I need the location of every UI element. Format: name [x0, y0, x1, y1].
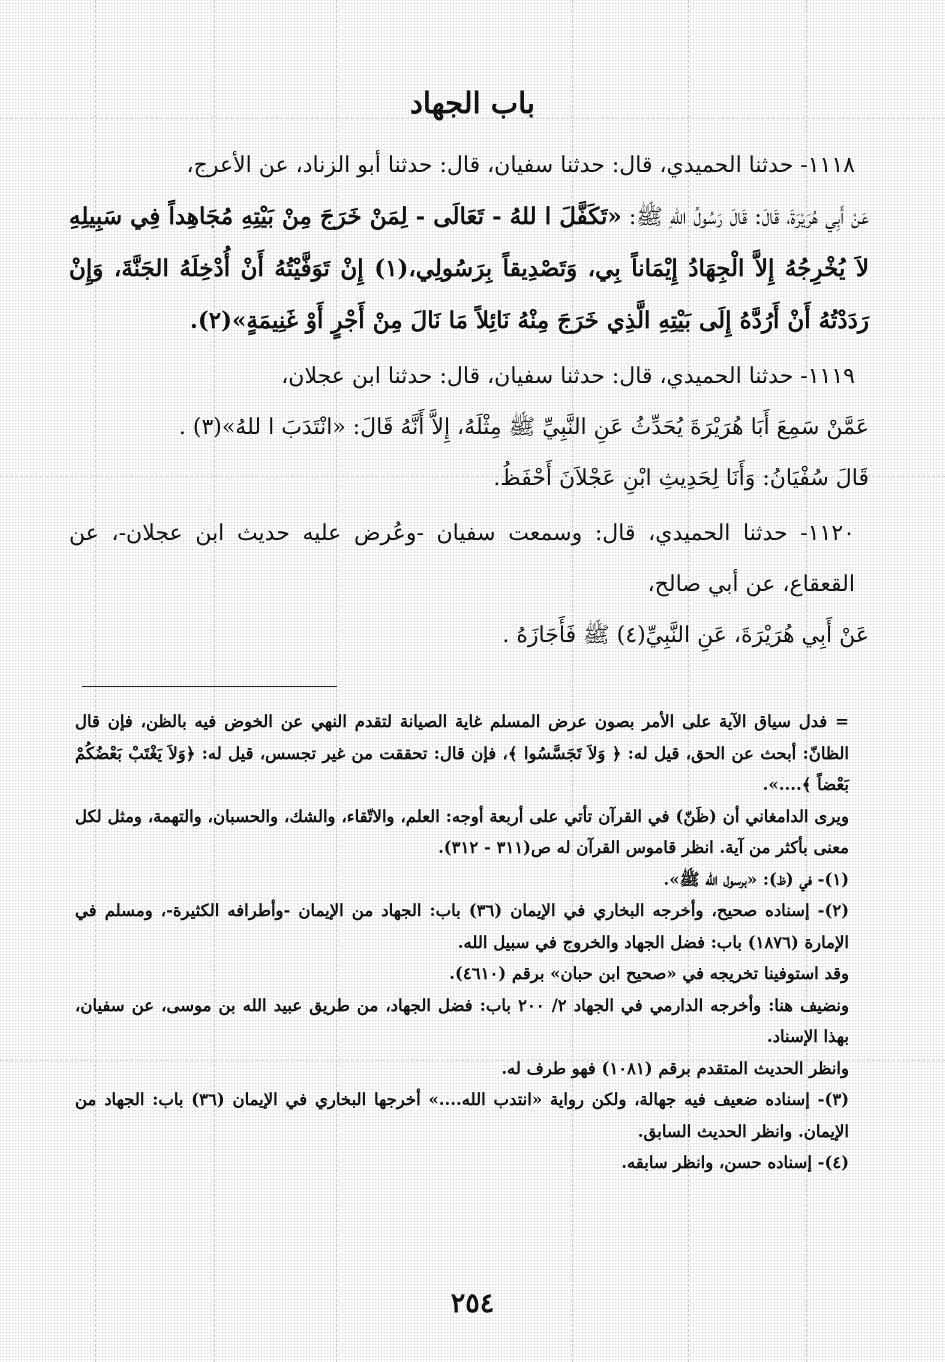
footnote-divider — [82, 686, 337, 687]
hadith-1118-text: «تَكَفَّلَ ا للهُ - تَعَالَى - لِمَنْ خَرَجَ مِنْ بَيْتِهِ مُجَاهِداً فِي سَبِيلِهِ لاَ يُخْرِجُهُ إِلاَّ الْجِهَادُ إِيْمَاناً بِي، وَتَصْدِيقاً بِرَسُولِي،(١) إِنْ تَوَفَّيْتُهُ أَنْ أُدْخِلَهُ الجَنَّةَ، وَإِنْ رَدَدْتُهُ أَنْ أَرُدَّهُ إِلَى بَيْتِهِ الَّذِي خَرَجَ مِنْهُ نَائِلاً مَا نَالَ مِنْ أَجْرٍ أَوْ غَنِيمَةٍ»(٢). — [69, 203, 869, 334]
hadith-1119-isnad: ١١١٩- حدثنا الحميدي، قال: حدثنا سفيان، قال: حدثنا ابن عجلان، — [281, 364, 855, 389]
footnote-2-sahih-ibn-hibban: وقد استوفينا تخريجه في «صحيح ابن حبان» برقم (٤٦١٠). — [449, 964, 849, 983]
footnote-1: (١)- في (ظ): «برسول الله ﷺ». — [663, 869, 849, 889]
hadith-1120-isnad: ١١٢٠- حدثنا الحميدي، قال: وسمعت سفيان -وعُرض عليه حديث ابن عجلان-، عن القعقاع، عن أبي صالح، — [69, 521, 855, 597]
footnote-2: (٢)- إسناده صحيح، وأخرجه البخاري في الإيمان (٣٦) باب: الجهاد من الإيمان -وأطرافه الكثيرة-، ومسلم في الإمارة (١٨٧٦) باب: فضل الجهاد والخروج في سبيل الله. — [75, 901, 849, 952]
hadith-1119-sufyan: قَالَ سُفْيَانُ: وَأَنَا لِحَدِيثِ ابْنِ عَجْلاَنَ أَحْفَظُ. — [493, 466, 869, 491]
footnote-3: (٣)- إسناده ضعيف فيه جهالة، ولكن رواية «انتدب الله....» أخرجها البخاري في الإيمان (٣٦) باب: الجهاد من الإيمان. وانظر الحديث السابق. — [75, 1090, 849, 1141]
chapter-title: باب الجهاد — [409, 86, 536, 120]
main-text — [69, 140, 869, 661]
hadith-1118-intro: عَنْ أَبِي هُرَيْرَةَ، قَالَ: قَالَ رَسُولُ اللهِ ﷺ: — [621, 205, 869, 230]
footnote-4: (٤)- إسناده حسن، وانظر سابقه. — [621, 1153, 849, 1172]
hadith-1119-matn: عَمَّنْ سَمِعَ أَبَا هُرَيْرَةَ يُحَدِّثُ عَنِ النَّبِيِّ ﷺ مِثْلَهُ، إِلاَّ أَنَّهُ قَالَ: «انْتَدَبَ ا للهُ»(٣) . — [178, 415, 869, 440]
footnote-2-darimi: ونضيف هنا: وأخرجه الدارمي في الجهاد ٢/ ٢٠٠ باب: فضل الجهاد، من طريق عبيد الله بن موسى، عن سفيان، بهذا الإسناد. — [75, 995, 849, 1046]
footnote-2-cross-ref: وانظر الحديث المتقدم برقم (١٠٨١) فهو طرف له. — [501, 1058, 849, 1078]
footnotes — [75, 706, 865, 1179]
footnote-damaghani: ويرى الدامغاني أن (ظَنّ) في القرآن تأتي على أربعة أوجه: العلم، والاتّقاء، والشك، والحسبان، والتهمة، ومثل لكل معنى بأكثر من آية. انظر قاموس القرآن له ص(٣١١ - ٣١٢). — [75, 806, 849, 857]
footnote-continued: = فدل سياق الآية على الأمر بصون عرض المسلم غاية الصيانة لتقدم النهي عن الخوض فيه بالظن، فإن قال الظانّ: أبحث عن الحق، قيل له: ﴿ وَلاَ تَجَسَّسُوا ﴾، فإن قال: تحققت من غير تجسس، قيل له: ﴿وَلاَ يَغْتَبْ بَعْضُكُمْ بَعْضاً ﴾....». — [75, 712, 849, 794]
hadith-1120-matn: عَنْ أَبِي هُرَيْرَةَ، عَنِ النَّبِيِّ(٤) ﷺ فَأَجَازَهُ . — [502, 623, 869, 648]
page-number: ٢٥٤ — [450, 1288, 495, 1319]
hadith-1118-matn — [69, 191, 869, 347]
hadith-1118-isnad: ١١١٨- حدثنا الحميدي، قال: حدثنا سفيان، قال: حدثنا أبو الزناد، عن الأعرج، — [186, 153, 855, 178]
